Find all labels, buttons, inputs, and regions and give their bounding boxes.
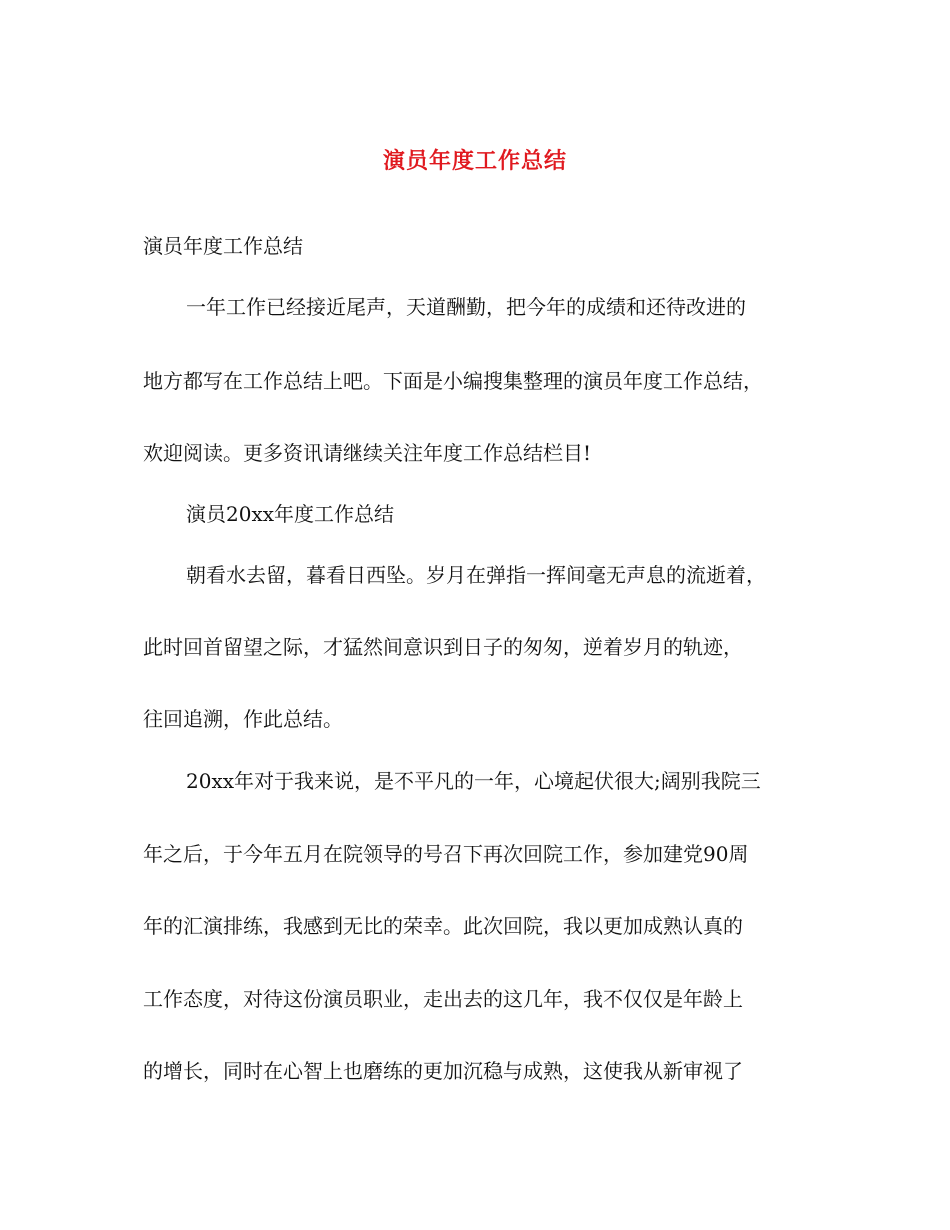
section-heading: 演员年度工作总结 [143,234,303,258]
paragraph-line: 年的汇演排练，我感到无比的荣幸。此次回院，我以更加成熟认真的 [143,914,743,938]
document-title: 演员年度工作总结 [382,148,567,174]
paragraph-line: 20xx年对于我来说，是不平凡的一年，心境起伏很大;阔别我院三 [186,769,761,793]
paragraph-line: 工作态度，对待这份演员职业，走出去的这几年，我不仅仅是年龄上 [143,987,743,1011]
paragraph-line: 地方都写在工作总结上吧。下面是小编搜集整理的演员年度工作总结， [143,369,763,393]
paragraph-line: 往回追溯，作此总结。 [143,707,343,731]
paragraph-line: 朝看水去留，暮看日西坠。岁月在弹指一挥间毫无声息的流逝着， [186,563,766,587]
paragraph-line: 欢迎阅读。更多资讯请继续关注年度工作总结栏目! [143,441,592,465]
paragraph-line: 的增长，同时在心智上也磨练的更加沉稳与成熟，这使我从新审视了 [143,1059,743,1083]
subsection-heading: 演员20xx年度工作总结 [186,502,395,526]
paragraph-line: 年之后，于今年五月在院领导的号召下再次回院工作，参加建党90周 [143,842,749,866]
paragraph-line: 此时回首留望之际，才猛然间意识到日子的匆匆，逆着岁月的轨迹， [143,635,743,659]
paragraph-line: 一年工作已经接近尾声，天道酬勤，把今年的成绩和还待改进的 [186,295,746,319]
